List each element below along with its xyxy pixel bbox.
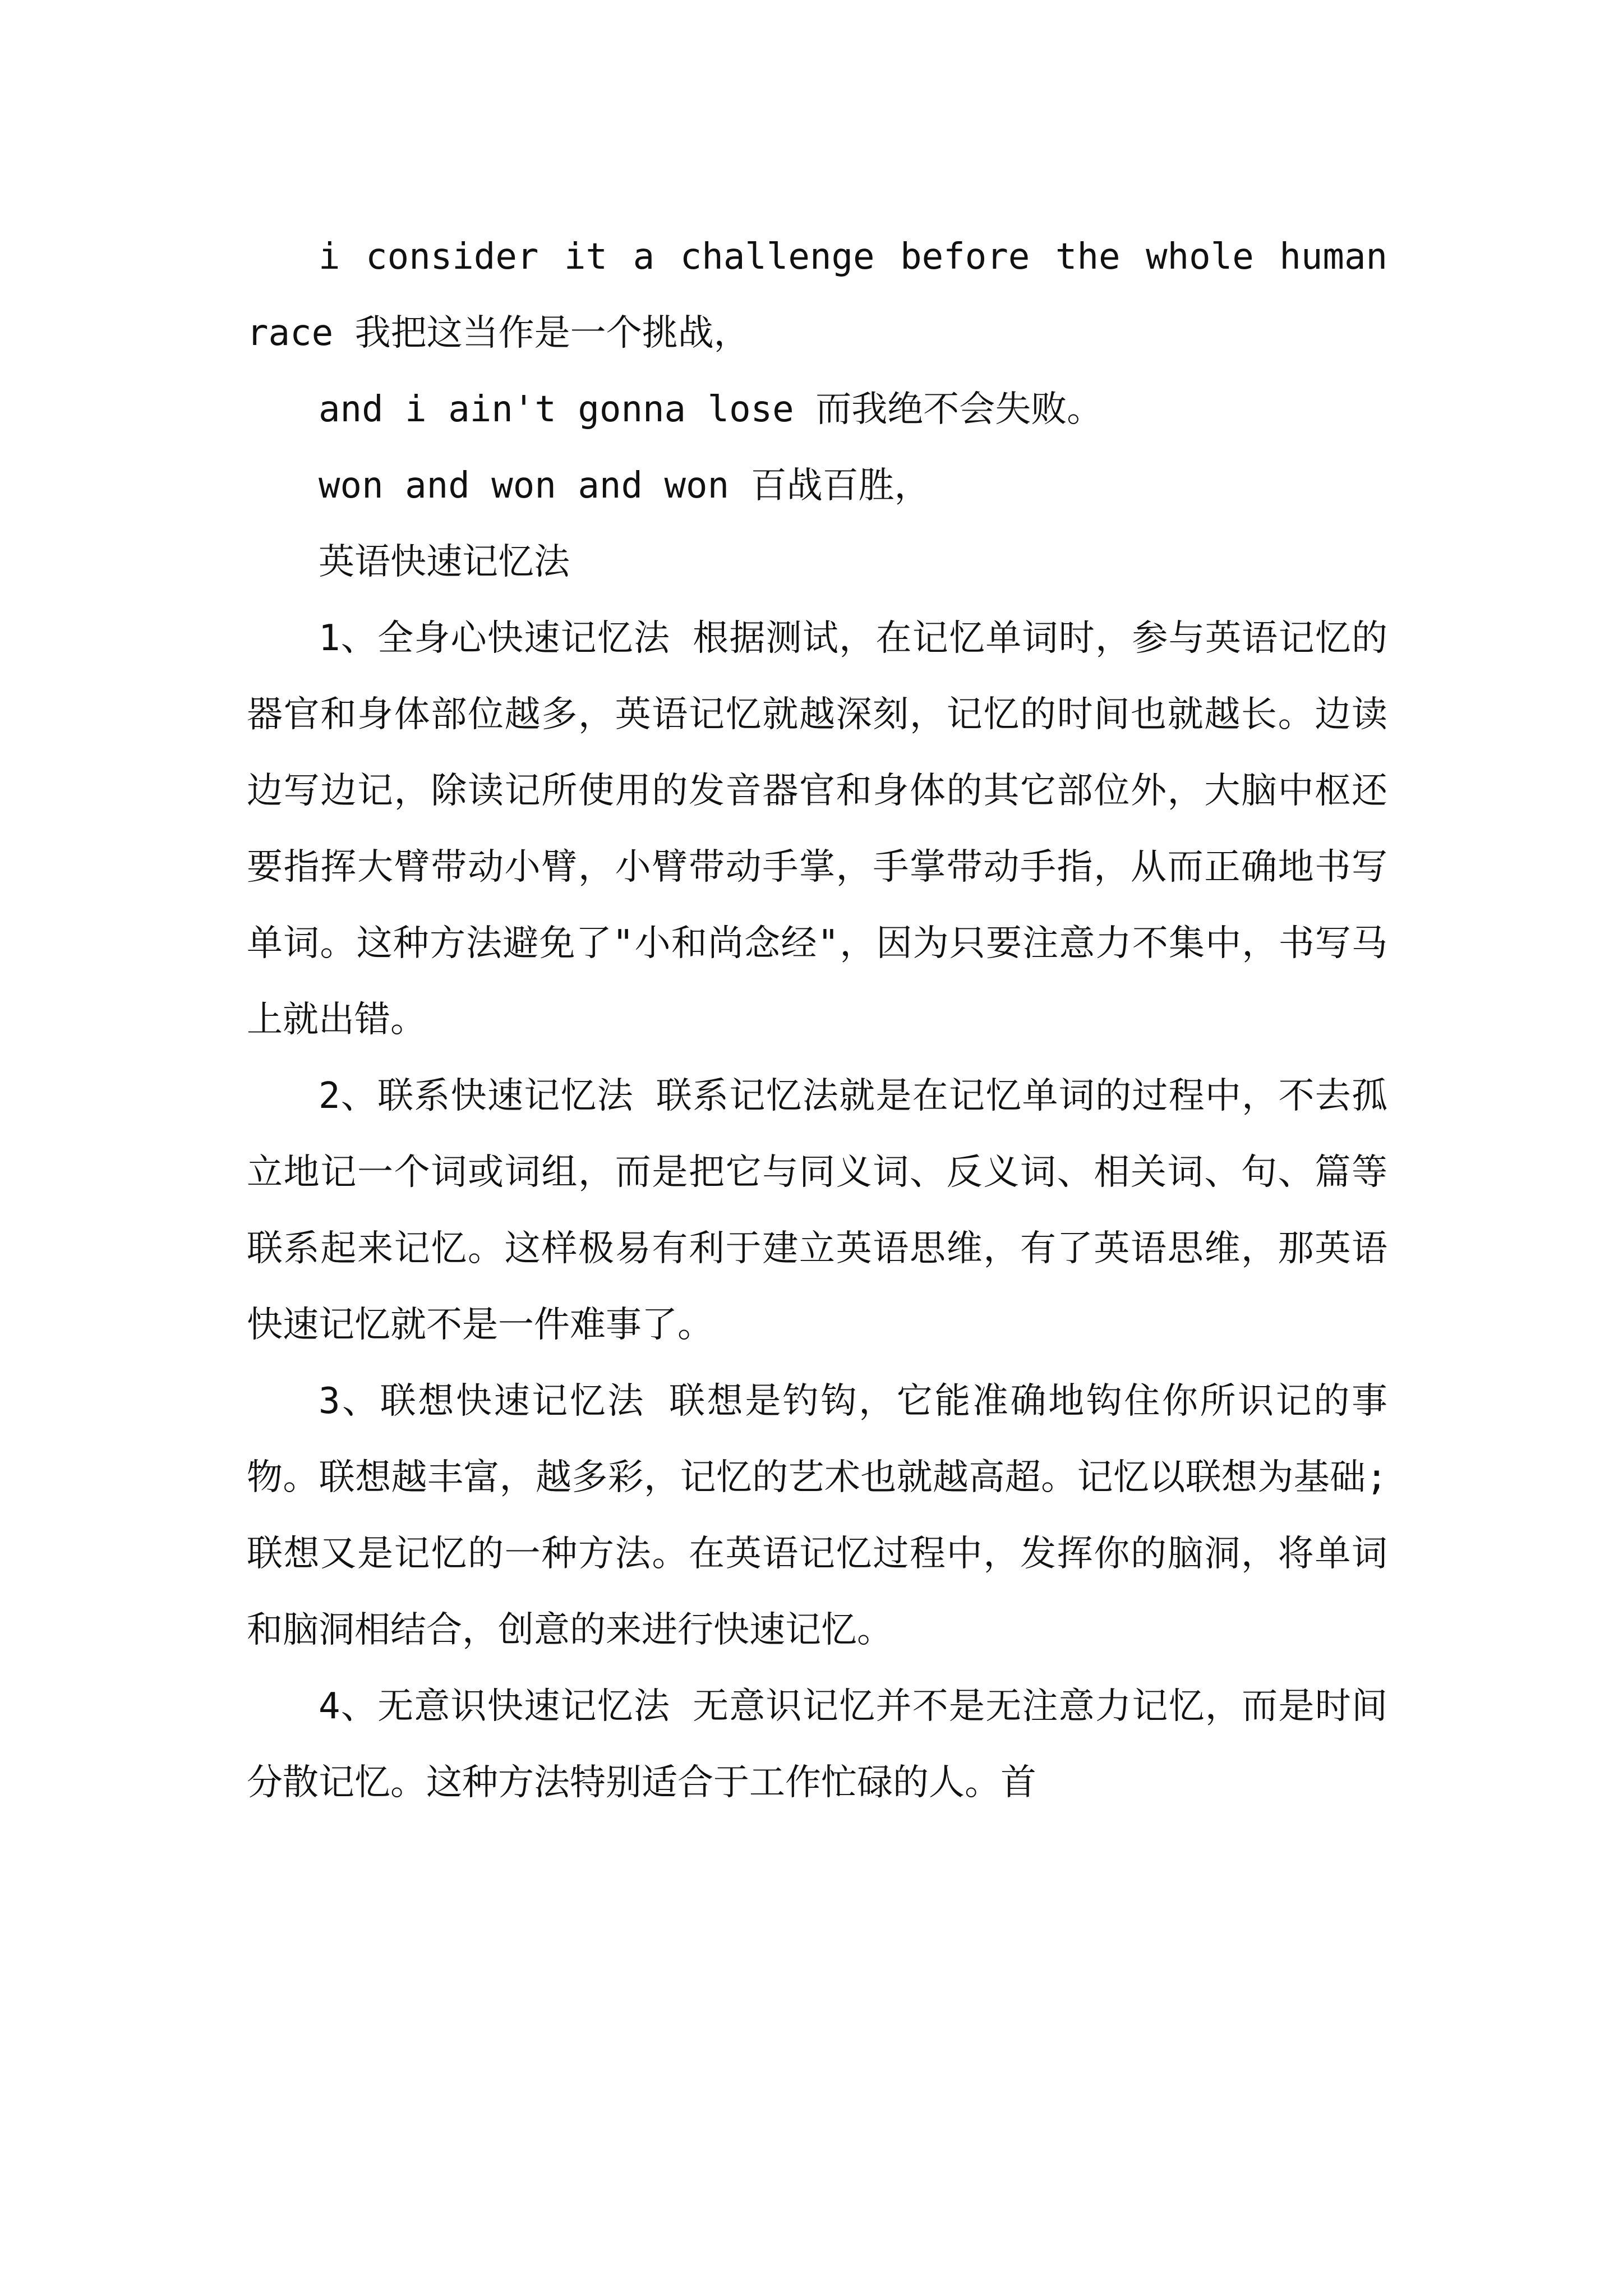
paragraph-quote-3: won and won and won 百战百胜， (319, 465, 930, 507)
section-heading: 英语快速记忆法 (319, 541, 570, 583)
paragraph-method-3: 3、联想快速记忆法 联想是钓钩，它能准确地钩住你所识记的事物。联想越丰富，越多彩，记忆的艺术也就越高超。记忆以联想为基础;联想又是记忆的一种方法。在英语记忆过程中，发挥你的脑洞，将单词和脑洞相结合，创意的来进行快速记忆。 (247, 1381, 1387, 1651)
document-body (247, 219, 1387, 1821)
paragraph-method-2: 2、联系快速记忆法 联系记忆法就是在记忆单词的过程中，不去孤立地记一个词或词组，而是把它与同义词、反义词、相关词、句、篇等联系起来记忆。这样极易有利于建立英语思维，有了英语思维，那英语快速记忆就不是一件难事了。 (247, 1075, 1387, 1346)
paragraph-quote-2: and i ain't gonna lose 而我绝不会失败。 (319, 389, 1103, 430)
paragraph-method-1: 1、全身心快速记忆法 根据测试，在记忆单词时，参与英语记忆的器官和身体部位越多，英语记忆就越深刻，记忆的时间也就越长。边读边写边记，除读记所使用的发音器官和身体的其它部位外，大脑中枢还要指挥大臂带动小臂，小臂带动手掌，手掌带动手指，从而正确地书写单词。这种方法避免了"小和尚念经"，因为只要注意力不集中，书写马上就出错。 (247, 618, 1387, 1041)
paragraph-method-4: 4、无意识快速记忆法 无意识记忆并不是无注意力记忆，而是时间分散记忆。这种方法特别适合于工作忙碌的人。首 (247, 1686, 1387, 1803)
paragraph-quote-1: i consider it a challenge before the whole human race 我把这当作是一个挑战， (247, 236, 1387, 354)
